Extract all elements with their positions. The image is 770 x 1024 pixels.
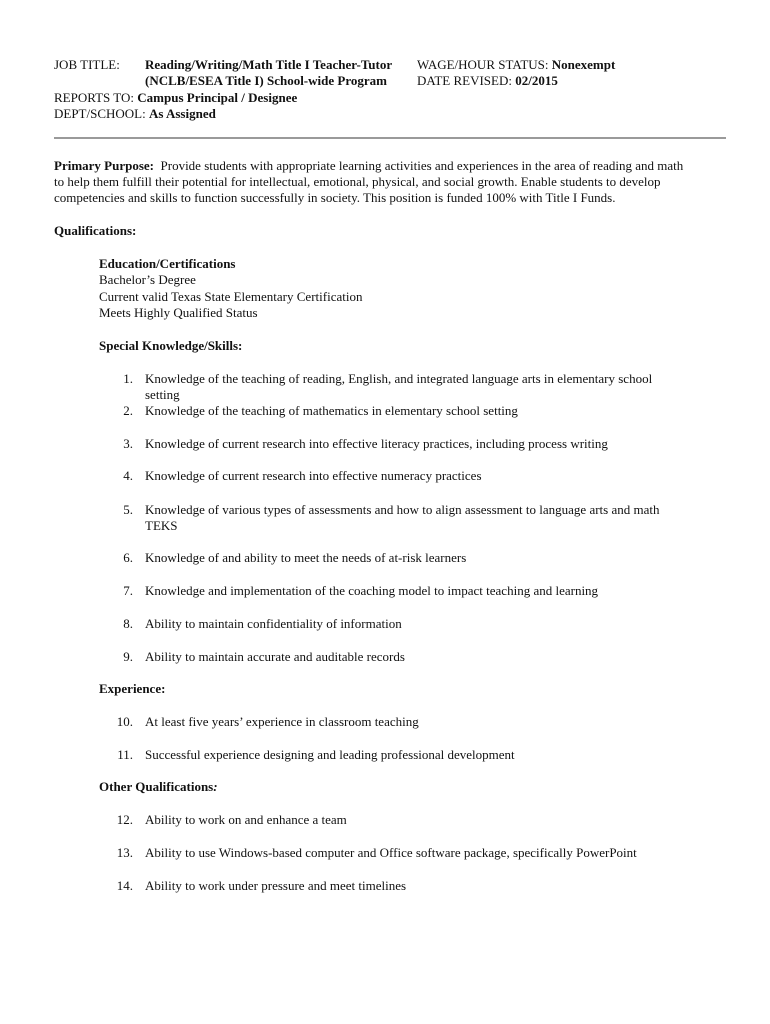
list-number: 5. — [123, 502, 133, 517]
list-item: Ability to maintain accurate and auditable records — [145, 649, 405, 664]
other-qualifications-heading: Other Qualifications: — [99, 779, 218, 794]
list-item: Ability to use Windows-based computer and Office software package, specifically PowerPoint — [145, 845, 637, 860]
list-item: Ability to work on and enhance a team — [145, 812, 347, 827]
date-label: DATE REVISED: — [417, 73, 512, 88]
list-number: 11. — [117, 747, 133, 762]
wage-value: Nonexempt — [551, 57, 616, 72]
experience-heading: Experience: — [99, 681, 166, 696]
reports-value: Campus Principal / Designee — [137, 90, 298, 105]
list-number: 3. — [123, 436, 133, 451]
list-item: Knowledge of various types of assessments and how to align assessment to language arts and math — [145, 502, 660, 517]
date-value: 02/2015 — [515, 73, 558, 88]
primary-purpose-line1: Primary Purpose: Provide students with appropriate learning activities and experiences in the area of reading and math — [54, 158, 684, 173]
reports-label: REPORTS TO: — [54, 90, 135, 105]
list-number: 9. — [123, 649, 133, 664]
date-revised — [417, 73, 558, 89]
list-item: At least five years’ experience in classroom teaching — [145, 714, 419, 729]
wage-status — [417, 57, 615, 73]
education-heading: Education/Certifications — [99, 256, 236, 271]
dept-school — [54, 106, 216, 122]
list-number: 7. — [123, 583, 133, 598]
education-item: Bachelor’s Degree — [99, 272, 196, 287]
list-number: 10. — [116, 714, 133, 729]
list-number: 14. — [116, 878, 133, 893]
primary-purpose-line3: competencies and skills to function successfully in society. This position is funded 100% with Title I Funds. — [54, 190, 616, 205]
list-number: 1. — [123, 371, 133, 386]
list-item: Knowledge of the teaching of reading, English, and integrated language arts in elementary school — [145, 371, 653, 386]
list-item: Knowledge of the teaching of mathematics in elementary school setting — [145, 403, 518, 418]
list-item: Knowledge of current research into effective numeracy practices — [145, 468, 482, 483]
job-title-line1: Reading/Writing/Math Title I Teacher-Tutor — [145, 57, 393, 72]
list-item: Knowledge of and ability to meet the needs of at-risk learners — [145, 550, 467, 565]
list-item: Ability to work under pressure and meet timelines — [145, 878, 407, 893]
list-item-continuation: setting — [145, 387, 180, 402]
list-number: 8. — [123, 616, 133, 631]
header-divider — [54, 137, 726, 139]
list-item-continuation: TEKS — [145, 518, 178, 533]
list-item: Ability to maintain confidentiality of information — [145, 616, 402, 631]
list-number: 2. — [123, 403, 133, 418]
reports-to — [54, 90, 297, 106]
job-title-label: JOB TITLE: — [54, 57, 120, 72]
list-number: 4. — [123, 468, 133, 483]
list-item: Knowledge of current research into effective literacy practices, including process writing — [145, 436, 608, 451]
dept-label: DEPT/SCHOOL: — [54, 106, 146, 121]
list-number: 12. — [116, 812, 133, 827]
education-item: Meets Highly Qualified Status — [99, 305, 258, 320]
primary-purpose-line2: to help them fulfill their potential for intellectual, emotional, physical, and social growth. Enable students to develop — [54, 174, 661, 189]
primary-purpose — [54, 158, 734, 206]
special-skills-heading: Special Knowledge/Skills: — [99, 338, 243, 353]
dept-value: As Assigned — [148, 106, 216, 121]
list-item: Knowledge and implementation of the coaching model to impact teaching and learning — [145, 583, 599, 598]
job-title-line2: (NCLB/ESEA Title I) School-wide Program — [145, 73, 387, 88]
list-item: Successful experience designing and leading professional development — [145, 747, 515, 762]
list-number: 6. — [123, 550, 133, 565]
list-number: 13. — [116, 845, 133, 860]
education-item: Current valid Texas State Elementary Certification — [99, 289, 363, 304]
primary-purpose-label: Primary Purpose: — [54, 158, 155, 173]
wage-label: WAGE/HOUR STATUS: — [417, 57, 549, 72]
qualifications-heading: Qualifications: — [54, 223, 137, 238]
